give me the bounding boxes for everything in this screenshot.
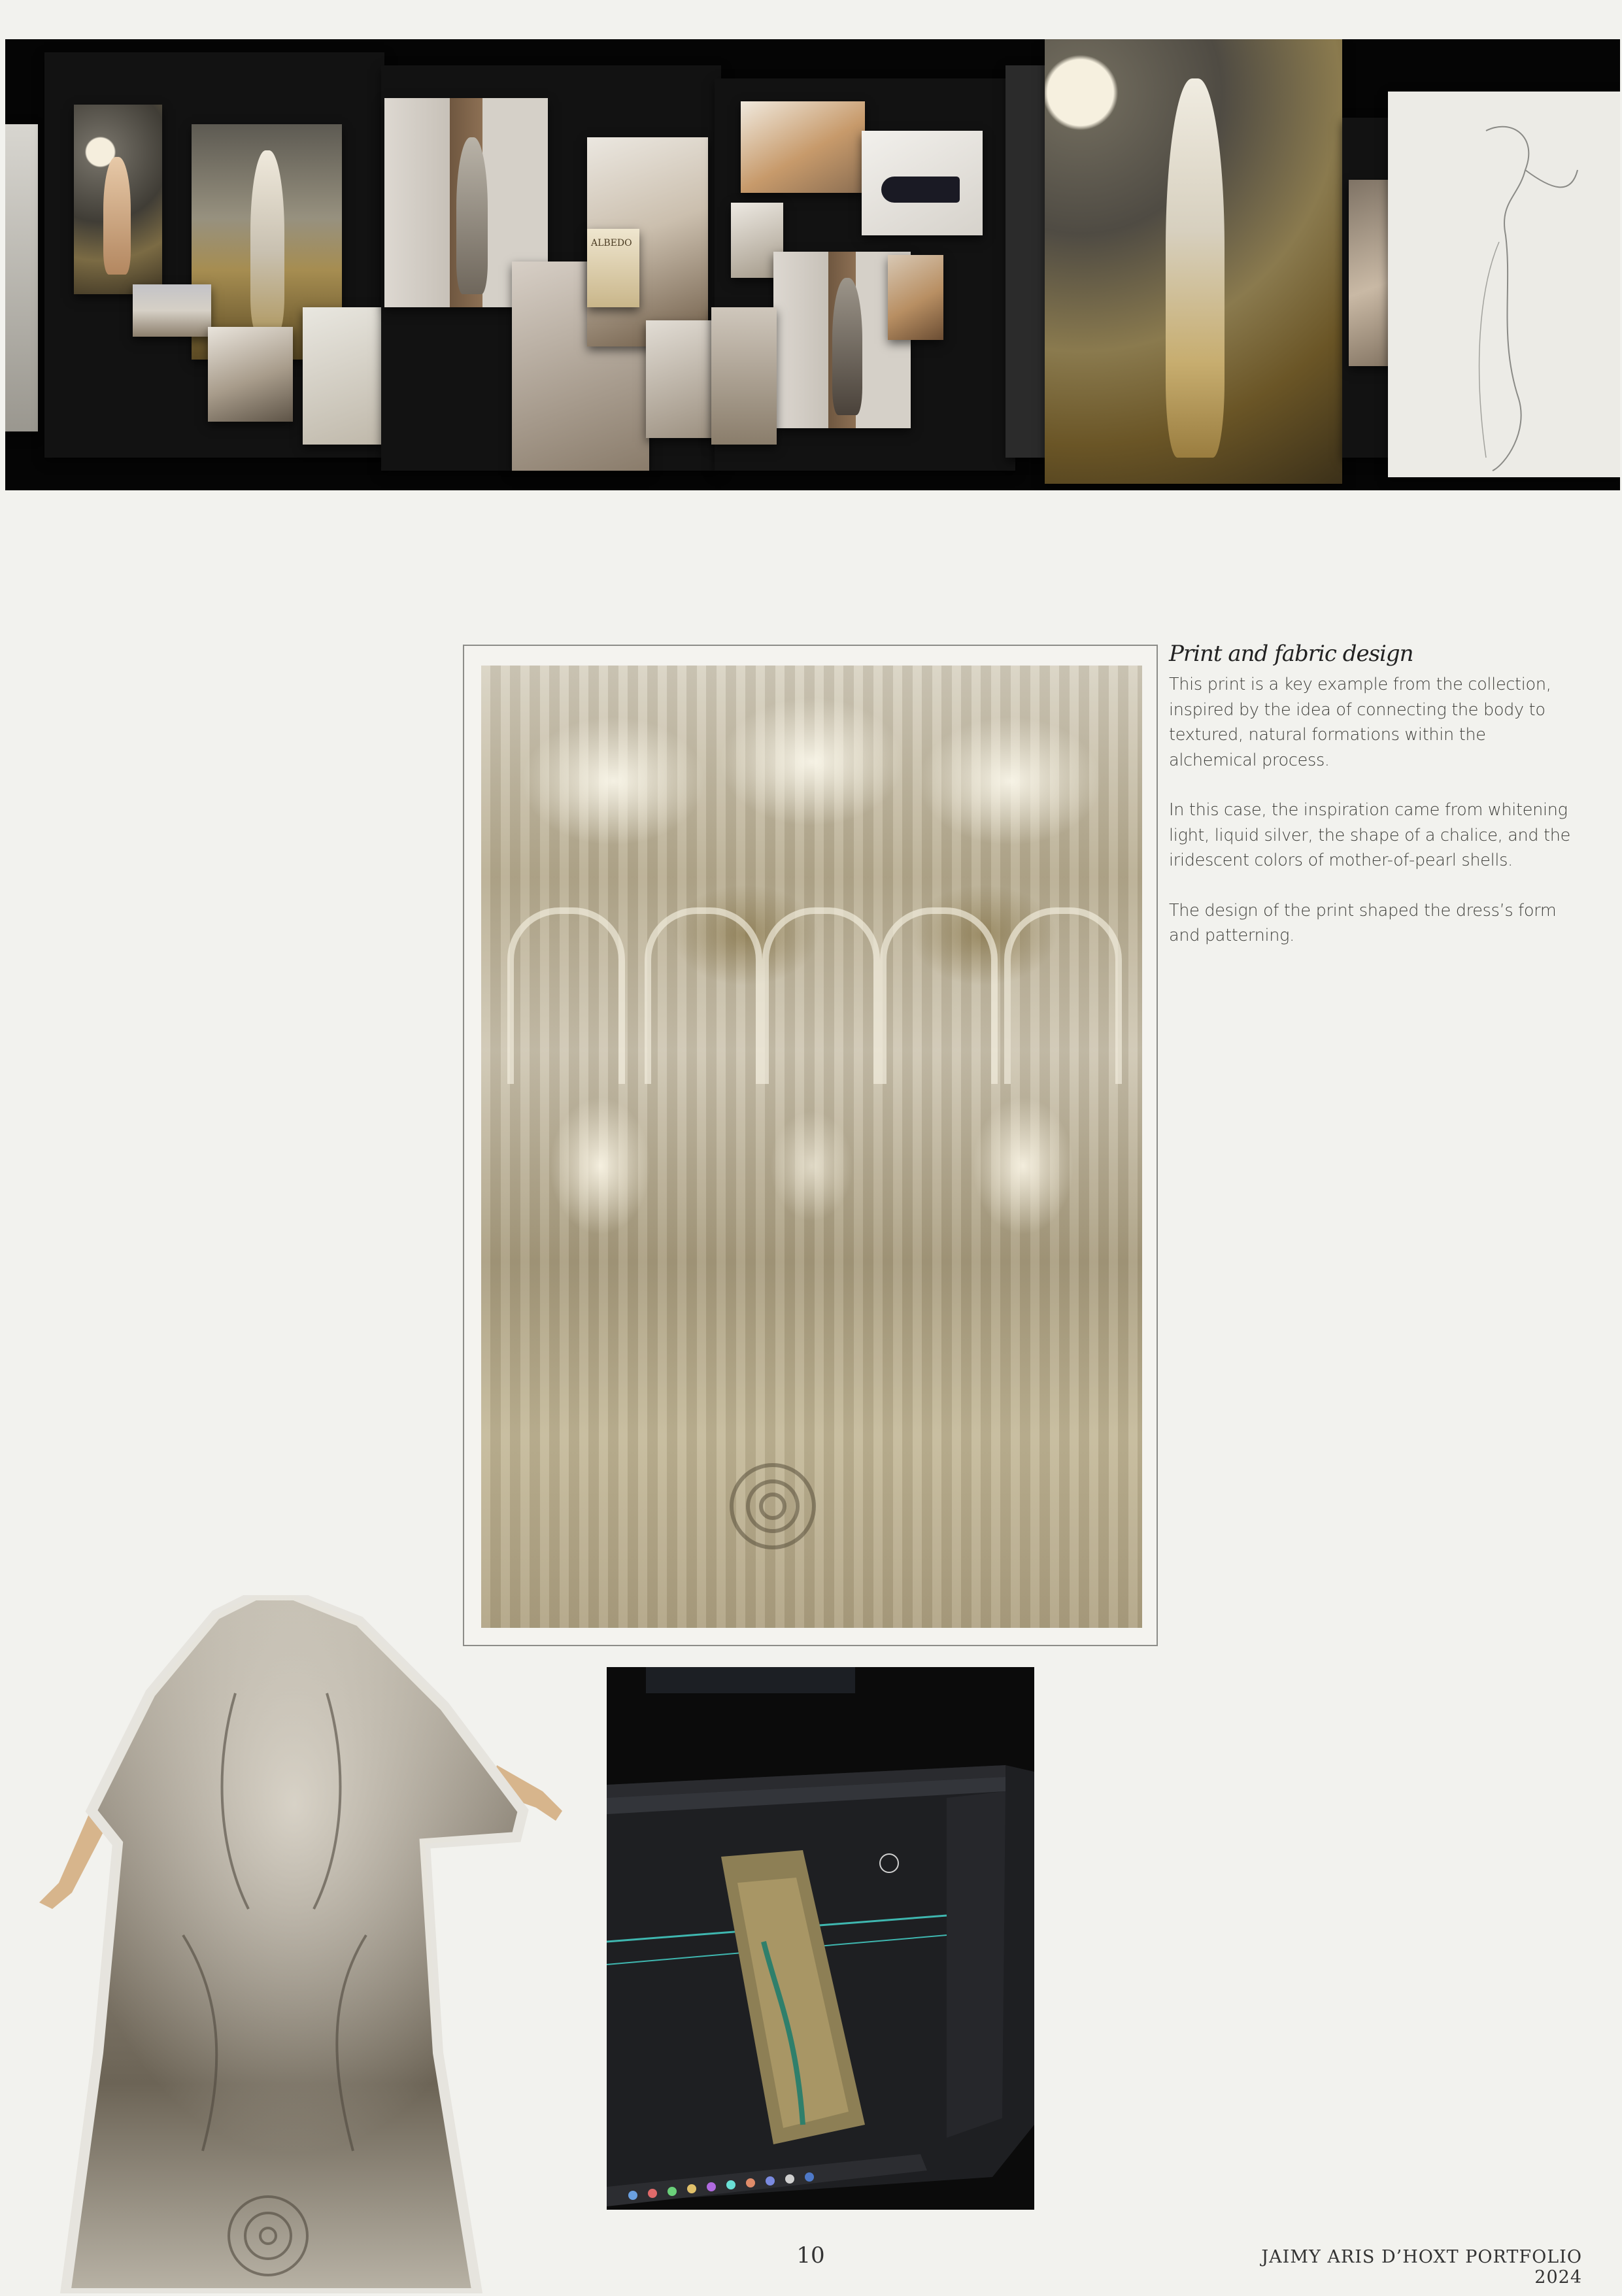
fabric-print-image xyxy=(481,666,1142,1628)
computer-screen-photo xyxy=(607,1667,1034,2210)
moodboard-photo-hanging xyxy=(711,307,777,445)
moodboard-photo-reclining xyxy=(133,284,211,337)
albedo-label: ALBEDO xyxy=(591,238,632,248)
layers-panel xyxy=(947,1791,1005,2138)
section-title: Print and fabric design xyxy=(1169,641,1413,667)
moodboard-collage xyxy=(5,39,1620,490)
moodboard-photo-figure-moon xyxy=(74,105,162,294)
description-paragraph: This print is a key example from the collection, inspired by the idea of connecting the body to textured, natural formations within the alchemical process. xyxy=(1169,675,1551,770)
footer-credit: JAIMY ARIS D’HOXT PORTFOLIO 2024 xyxy=(1261,2247,1582,2288)
description-paragraph: The design of the print shaped the dress’s form and patterning. xyxy=(1169,900,1557,945)
print-arch-motif xyxy=(1004,907,1122,1084)
screen-illustration xyxy=(607,1667,1034,2210)
moodboard-photo-face xyxy=(646,320,718,438)
moodboard-fashion-sketch xyxy=(1388,92,1620,477)
printed-dress-photo xyxy=(20,1595,569,2293)
moodboard-photo-seated-figure xyxy=(888,255,943,340)
sketch-lines xyxy=(1388,92,1620,477)
print-arch-motif xyxy=(507,907,625,1084)
moodboard-bottle-albedo xyxy=(587,229,639,307)
print-design-frame xyxy=(463,645,1158,1646)
moodboard-feature-photo-statue xyxy=(1045,39,1342,484)
page-number: 10 xyxy=(796,2242,825,2269)
moodboard-photo-two-figures xyxy=(208,327,293,422)
print-arch-motif xyxy=(880,907,998,1084)
dress-illustration xyxy=(20,1595,569,2293)
print-arch-motif xyxy=(645,907,762,1084)
moodboard-photo-sculpture xyxy=(303,307,384,445)
print-spiral-motif xyxy=(759,1493,786,1520)
collage-fragment xyxy=(5,124,38,431)
print-description xyxy=(1169,641,1574,973)
moodboard-photo-shell-object xyxy=(741,101,865,193)
print-arch-motif xyxy=(762,907,880,1084)
description-paragraph: In this case, the inspiration came from whitening light, liquid silver, the shape of a chalice, and the iridescent colors of mother-of-pearl shells. xyxy=(1169,800,1571,870)
moodboard-photo-shoe xyxy=(862,131,983,235)
